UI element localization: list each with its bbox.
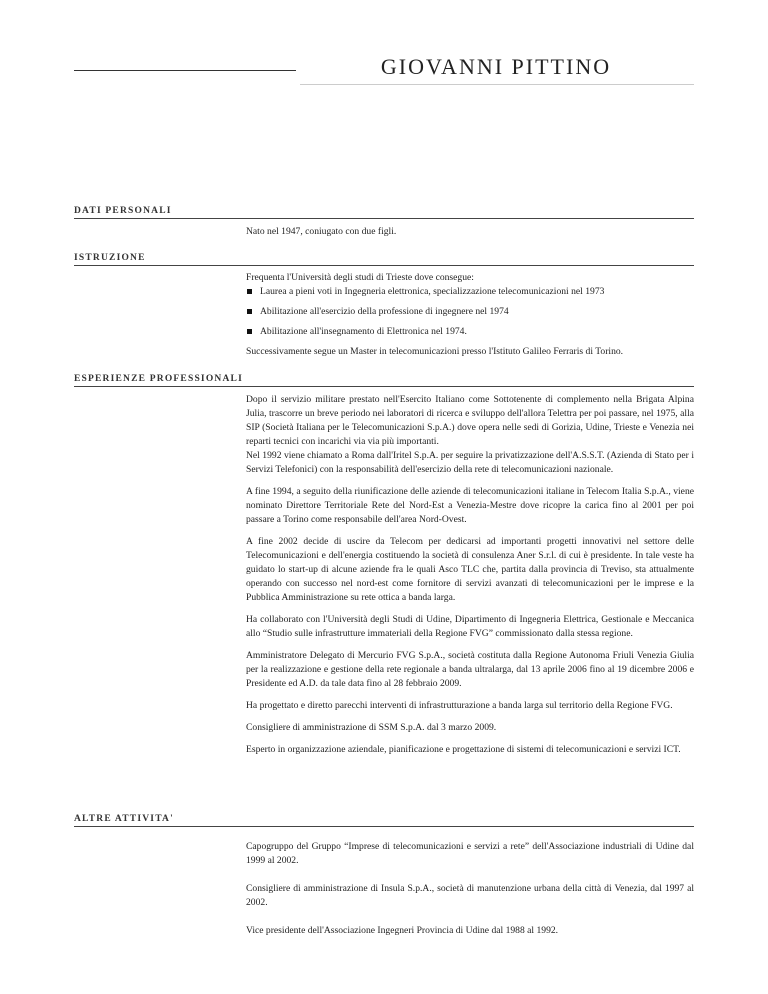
list-item: Abilitazione all'esercizio della professione di ingegnere nel 1974 bbox=[246, 305, 694, 319]
paragraph: Nato nel 1947, coniugato con due figli. bbox=[246, 226, 397, 237]
square-bullet-icon bbox=[247, 309, 252, 314]
section-content bbox=[246, 393, 694, 757]
section-esperienze bbox=[74, 374, 694, 757]
paragraph: A fine 1994, a seguito della riunificazione delle aziende di telecomunicazioni italiane in Telecom Italia S.p.A., viene nominato Direttore Territoriale Rete del Nord-Est a Venezia-Mestre dove ricopre la carica fino al 2001 per poi passare a Torino come responsabile dell'area Nord-Ovest. bbox=[246, 486, 694, 525]
list-item: Laurea a pieni voti in Ingegneria elettronica, specializzazione telecomunicazioni nel 1973 bbox=[246, 285, 694, 299]
section-title: ESPERIENZE PROFESSIONALI bbox=[74, 374, 694, 387]
header-rule-right bbox=[300, 84, 694, 85]
paragraph: Nel 1992 viene chiamato a Roma dall'Iritel S.p.A. per seguire la privatizzazione dell'A.S.S.T. (Azienda di Stato per i Servizi Telefonici) con la responsabilità dell'esercizio della rete di telecomunicazioni nazionale. bbox=[246, 450, 694, 475]
square-bullet-icon bbox=[247, 289, 252, 294]
section-dati-personali bbox=[74, 206, 694, 239]
bullet-list bbox=[246, 285, 694, 339]
square-bullet-icon bbox=[247, 329, 252, 334]
section-title: ALTRE ATTIVITA' bbox=[74, 814, 694, 827]
paragraph: A fine 2002 decide di uscire da Telecom per dedicarsi ad importanti progetti innovativi nel settore delle Telecomunicazioni e dell'energia costituendo la società di consulenza Aner S.r.l. di cui è presidente. In tale veste ha guidato lo start-up di alcune aziende fra le quali Asco TLC che, partita dalla provincia di Treviso, sta attualmente operando con successo nel nord-est come fornitore di servizi avanzati di telecomunicazioni per le imprese e la Pubblica Amministrazione su rete ottica a banda larga. bbox=[246, 536, 694, 603]
section-title: DATI PERSONALI bbox=[74, 206, 694, 219]
paragraph: Frequenta l'Università degli studi di Trieste dove consegue: bbox=[246, 272, 474, 283]
page-title: GIOVANNI PITTINO bbox=[380, 54, 612, 79]
paragraph: Ha progettato e diretto parecchi interventi di infrastrutturazione a banda larga sul territorio della Regione FVG. bbox=[246, 700, 673, 711]
list-item: Abilitazione all'insegnamento di Elettronica nel 1974. bbox=[246, 325, 694, 339]
paragraph: Esperto in organizzazione aziendale, pianificazione e progettazione di sistemi di telecomunicazioni e servizi ICT. bbox=[246, 744, 681, 755]
paragraph: Ha collaborato con l'Università degli Studi di Udine, Dipartimento di Ingegneria Elettrica, Gestionale e Meccanica allo “Studio sulle infrastrutture immateriali della Regione FVG” commissionato dalla stessa regione. bbox=[246, 614, 694, 639]
paragraph: Capogruppo del Gruppo “Imprese di telecomunicazioni e servizi a rete” dell'Associazione industriali di Udine dal 1999 al 2002. bbox=[246, 841, 694, 866]
paragraph: Amministratore Delegato di Mercurio FVG S.p.A., società costituta dalla Regione Autonoma Friuli Venezia Giulia per la realizzazione e gestione della rete regionale a banda ultralarga, dal 13 aprile 2006 fino al 19 dicembre 2006 e Presidente ed A.D. da tale data fino al 28 febbraio 2009. bbox=[246, 650, 694, 689]
section-istruzione bbox=[74, 253, 694, 359]
paragraph: Consigliere di amministrazione di Insula S.p.A., società di manutenzione urbana della città di Venezia, dal 1997 al 2002. bbox=[246, 883, 694, 908]
section-altre-attivita bbox=[74, 814, 694, 938]
paragraph: Consigliere di amministrazione di SSM S.p.A. dal 3 marzo 2009. bbox=[246, 722, 497, 733]
section-content bbox=[246, 840, 694, 938]
section-content bbox=[246, 225, 694, 239]
paragraph: Vice presidente dell'Associazione Ingegneri Provincia di Udine dal 1988 al 1992. bbox=[246, 925, 559, 936]
section-content bbox=[246, 271, 694, 359]
section-title: ISTRUZIONE bbox=[74, 253, 694, 266]
paragraph: Successivamente segue un Master in telecomunicazioni presso l'Istituto Galileo Ferraris di Torino. bbox=[246, 346, 624, 357]
header-rule-left bbox=[74, 70, 296, 71]
paragraph: Dopo il servizio militare prestato nell'Esercito Italiano come Sottotenente di complemento nella Brigata Alpina Julia, trascorre un breve periodo nei laboratori di ricerca e sviluppo dell'allora Telettra per poi passare, nel 1975, alla SIP (Società Italiana per le Telecomunicazioni S.p.A.) dove opera nelle sedi di Gorizia, Udine, Trieste e Venezia nei reparti tecnici con incarichi via via più importanti. bbox=[246, 394, 694, 447]
